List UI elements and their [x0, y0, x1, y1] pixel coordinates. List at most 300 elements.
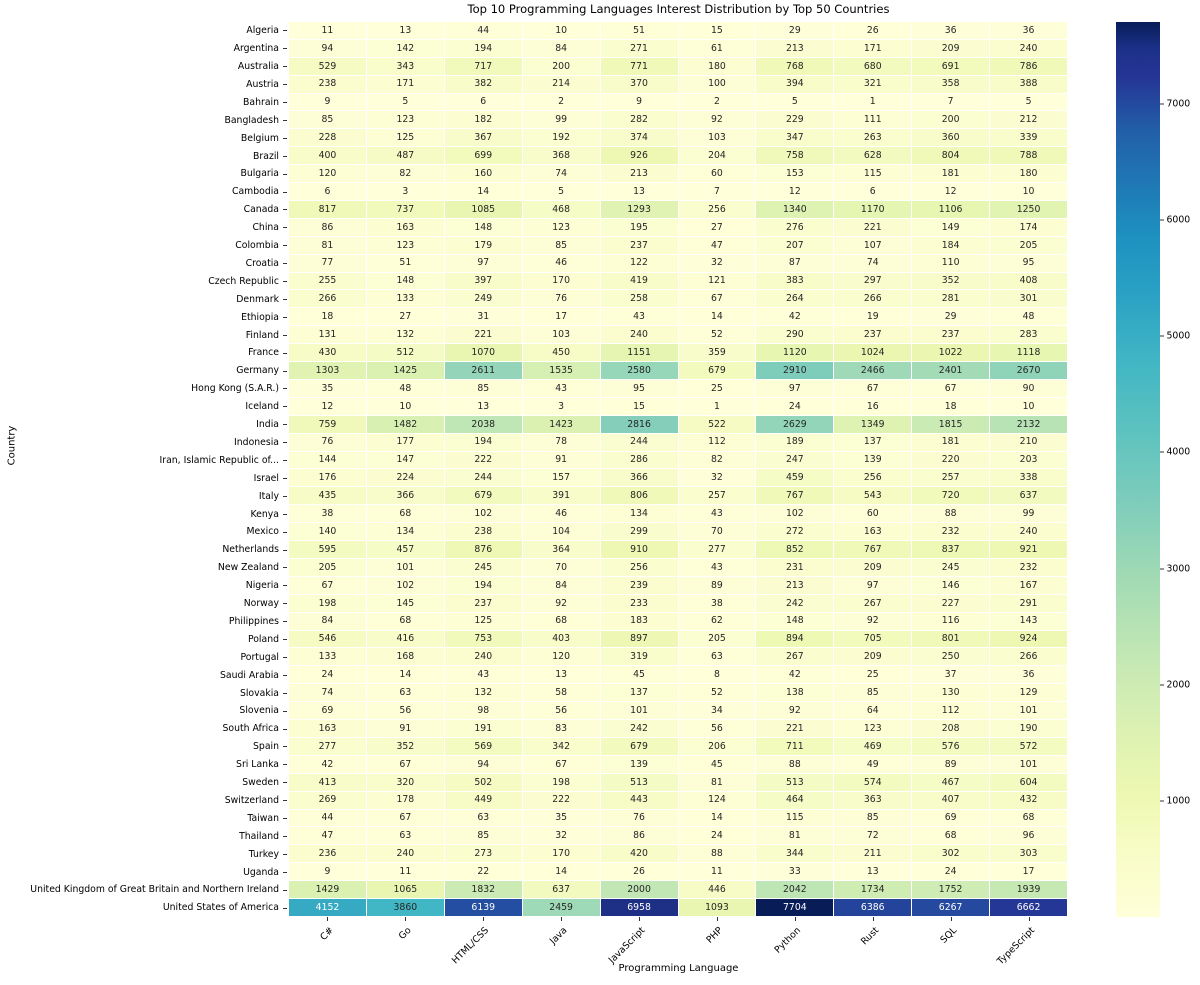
- heatmap-cell: 83: [523, 720, 601, 738]
- heatmap-cell: 184: [912, 237, 990, 255]
- heatmap-cell: 178: [367, 792, 445, 810]
- heatmap-cell: 115: [834, 165, 912, 183]
- heatmap-cell: 101: [990, 702, 1068, 720]
- heatmap-cell: 69: [912, 810, 990, 828]
- heatmap-cell: 180: [679, 58, 757, 76]
- y-tick-label: Algeria: [246, 25, 279, 37]
- heatmap-cell: 242: [756, 595, 834, 613]
- y-tick-mark: [283, 344, 287, 362]
- heatmap-cell: 92: [679, 111, 757, 129]
- heatmap-cell: 56: [367, 702, 445, 720]
- heatmap-cell: 12: [289, 398, 367, 416]
- heatmap-cell: 194: [445, 40, 523, 58]
- heatmap-cell: 430: [289, 344, 367, 362]
- y-tick-label: Poland: [247, 633, 279, 645]
- heatmap-cell: 120: [523, 648, 601, 666]
- y-tick-mark: [283, 720, 287, 738]
- heatmap-cell: 512: [367, 344, 445, 362]
- y-tick-mark: [283, 487, 287, 505]
- heatmap-cell: 132: [367, 326, 445, 344]
- heatmap-cell: 3: [523, 398, 601, 416]
- heatmap-cell: 2: [523, 94, 601, 112]
- heatmap-cell: 231: [756, 559, 834, 577]
- heatmap-cell: 12: [912, 183, 990, 201]
- heatmap-cell: 595: [289, 541, 367, 559]
- heatmap-cell: 705: [834, 631, 912, 649]
- heatmap-cell: 258: [601, 290, 679, 308]
- heatmap-cell: 84: [289, 613, 367, 631]
- heatmap-cell: 11: [289, 22, 367, 40]
- heatmap-cell: 221: [834, 219, 912, 237]
- heatmap-cell: 67: [834, 380, 912, 398]
- heatmap-cell: 717: [445, 58, 523, 76]
- heatmap-cell: 63: [367, 827, 445, 845]
- heatmap-cell: 574: [834, 774, 912, 792]
- heatmap-cell: 921: [990, 541, 1068, 559]
- heatmap-cell: 43: [601, 308, 679, 326]
- y-tick-label: Slovakia: [239, 687, 279, 699]
- heatmap-cell: 68: [367, 613, 445, 631]
- heatmap-cell: 85: [834, 684, 912, 702]
- colorbar-tick-label: 6000: [1160, 214, 1190, 225]
- heatmap-cell: 2816: [601, 416, 679, 434]
- heatmap-cell: 344: [756, 845, 834, 863]
- heatmap-cell: 134: [601, 505, 679, 523]
- heatmap-cell: 181: [912, 434, 990, 452]
- heatmap-cell: 221: [445, 326, 523, 344]
- heatmap-cell: 237: [834, 326, 912, 344]
- y-tick-label: South Africa: [222, 723, 279, 735]
- heatmap-cell: 366: [601, 469, 679, 487]
- heatmap-cell: 48: [990, 308, 1068, 326]
- heatmap-cell: 220: [912, 452, 990, 470]
- heatmap-cell: 74: [523, 165, 601, 183]
- heatmap-cell: 102: [445, 505, 523, 523]
- heatmap-cell: 338: [990, 469, 1068, 487]
- heatmap-cell: 224: [367, 469, 445, 487]
- heatmap-cell: 97: [445, 255, 523, 273]
- heatmap-cell: 36: [990, 22, 1068, 40]
- heatmap-cell: 208: [912, 720, 990, 738]
- heatmap-cell: 569: [445, 738, 523, 756]
- heatmap-cell: 413: [289, 774, 367, 792]
- heatmap-cell: 45: [679, 756, 757, 774]
- y-tick-label: Brazil: [253, 150, 279, 162]
- heatmap-cell: 203: [990, 452, 1068, 470]
- heatmap-cell: 46: [523, 505, 601, 523]
- heatmap-cell: 240: [990, 523, 1068, 541]
- x-tick-label: C#: [317, 925, 336, 943]
- heatmap-cell: 394: [756, 76, 834, 94]
- heatmap-cell: 13: [834, 863, 912, 881]
- heatmap-cell: 767: [834, 541, 912, 559]
- heatmap-cell: 320: [367, 774, 445, 792]
- y-tick-label: India: [256, 419, 279, 431]
- heatmap-cell: 17: [523, 308, 601, 326]
- heatmap-cell: 1151: [601, 344, 679, 362]
- heatmap-cell: 103: [523, 326, 601, 344]
- heatmap-cell: 5: [367, 94, 445, 112]
- heatmap-cell: 14: [679, 810, 757, 828]
- heatmap-cell: 1734: [834, 881, 912, 899]
- y-tick-label: Indonesia: [234, 436, 279, 448]
- heatmap-cell: 94: [445, 756, 523, 774]
- y-tick-mark: [283, 756, 287, 774]
- heatmap-cell: 192: [523, 129, 601, 147]
- heatmap-cell: 416: [367, 631, 445, 649]
- heatmap-cell: 370: [601, 76, 679, 94]
- heatmap-cell: 121: [679, 273, 757, 291]
- heatmap-cell: 89: [679, 577, 757, 595]
- heatmap-cell: 25: [679, 380, 757, 398]
- heatmap-cell: 419: [601, 273, 679, 291]
- heatmap-cell: 12: [756, 183, 834, 201]
- heatmap-cell: 2: [679, 94, 757, 112]
- heatmap-cell: 67: [912, 380, 990, 398]
- heatmap-cell: 82: [367, 165, 445, 183]
- heatmap-cell: 101: [367, 559, 445, 577]
- heatmap-cell: 1815: [912, 416, 990, 434]
- heatmap-cell: 227: [912, 595, 990, 613]
- heatmap-cell: 1024: [834, 344, 912, 362]
- heatmap-cell: 60: [679, 165, 757, 183]
- heatmap-cell: 9: [289, 94, 367, 112]
- heatmap-cell: 6: [289, 183, 367, 201]
- heatmap-cell: 228: [289, 129, 367, 147]
- heatmap-cell: 74: [834, 255, 912, 273]
- heatmap-cell: 1752: [912, 881, 990, 899]
- y-tick-label: Argentina: [233, 43, 279, 55]
- colorbar-gradient: [1116, 22, 1160, 917]
- heatmap-cell: 112: [679, 434, 757, 452]
- heatmap-cell: 112: [912, 702, 990, 720]
- heatmap-cell: 110: [912, 255, 990, 273]
- heatmap-cell: 1118: [990, 344, 1068, 362]
- heatmap-cell: 195: [601, 219, 679, 237]
- heatmap-cell: 852: [756, 541, 834, 559]
- heatmap-cell: 522: [679, 416, 757, 434]
- y-tick-label: Thailand: [239, 830, 279, 842]
- heatmap-cell: 2466: [834, 362, 912, 380]
- heatmap-cell: 817: [289, 201, 367, 219]
- heatmap-cell: 9: [601, 94, 679, 112]
- heatmap-cell: 14: [445, 183, 523, 201]
- heatmap-cell: 6267: [912, 899, 990, 917]
- heatmap-cell: 100: [679, 76, 757, 94]
- y-tick-label: Norway: [243, 598, 279, 610]
- heatmap-cell: 189: [756, 434, 834, 452]
- heatmap-cell: 24: [289, 666, 367, 684]
- heatmap-cell: 82: [679, 452, 757, 470]
- heatmap-cell: 170: [523, 845, 601, 863]
- heatmap-cell: 163: [367, 219, 445, 237]
- y-tick-label: Turkey: [248, 848, 279, 860]
- heatmap-cell: 366: [367, 487, 445, 505]
- y-tick-label: Portugal: [240, 651, 279, 663]
- heatmap-cell: 403: [523, 631, 601, 649]
- heatmap-cell: 2670: [990, 362, 1068, 380]
- y-tick-mark: [283, 183, 287, 201]
- heatmap-cell: 894: [756, 631, 834, 649]
- heatmap-cell: 408: [990, 273, 1068, 291]
- heatmap-cell: 2910: [756, 362, 834, 380]
- heatmap-plot-area: [289, 22, 1068, 917]
- x-tick-label: TypeScript: [994, 925, 1037, 967]
- y-tick-mark: [283, 290, 287, 308]
- heatmap-cell: 368: [523, 147, 601, 165]
- heatmap-cell: 513: [601, 774, 679, 792]
- colorbar-tick-label: 4000: [1160, 447, 1190, 458]
- heatmap-cell: 1120: [756, 344, 834, 362]
- heatmap-cell: 2042: [756, 881, 834, 899]
- heatmap-cell: 213: [601, 165, 679, 183]
- y-tick-mark: [283, 648, 287, 666]
- heatmap-cell: 435: [289, 487, 367, 505]
- heatmap-grid: [289, 22, 1068, 917]
- heatmap-cell: 759: [289, 416, 367, 434]
- heatmap-cell: 43: [523, 380, 601, 398]
- colorbar-tick-label: 3000: [1160, 563, 1190, 574]
- heatmap-cell: 347: [756, 129, 834, 147]
- heatmap-cell: 15: [601, 398, 679, 416]
- heatmap-cell: 56: [679, 720, 757, 738]
- heatmap-cell: 37: [912, 666, 990, 684]
- heatmap-cell: 303: [990, 845, 1068, 863]
- y-tick-mark: [283, 863, 287, 881]
- heatmap-cell: 148: [445, 219, 523, 237]
- heatmap-cell: 24: [756, 398, 834, 416]
- heatmap-cell: 806: [601, 487, 679, 505]
- heatmap-cell: 7704: [756, 899, 834, 917]
- colorbar-tick-label: 1000: [1160, 795, 1190, 806]
- heatmap-cell: 240: [601, 326, 679, 344]
- heatmap-cell: 76: [601, 810, 679, 828]
- heatmap-cell: 145: [367, 595, 445, 613]
- heatmap-cell: 10: [990, 398, 1068, 416]
- heatmap-cell: 267: [756, 648, 834, 666]
- heatmap-cell: 47: [289, 827, 367, 845]
- colorbar-tick-label: 5000: [1160, 331, 1190, 342]
- heatmap-cell: 910: [601, 541, 679, 559]
- y-tick-label: Czech Republic: [208, 275, 279, 287]
- heatmap-cell: 342: [523, 738, 601, 756]
- heatmap-cell: 45: [601, 666, 679, 684]
- heatmap-cell: 273: [445, 845, 523, 863]
- y-tick-mark: [283, 684, 287, 702]
- heatmap-cell: 13: [445, 398, 523, 416]
- heatmap-cell: 3: [367, 183, 445, 201]
- y-tick-label: Italy: [258, 490, 279, 502]
- y-tick-mark: [283, 255, 287, 273]
- y-tick-mark: [283, 881, 287, 899]
- heatmap-cell: 469: [834, 738, 912, 756]
- heatmap-cell: 88: [912, 505, 990, 523]
- heatmap-cell: 92: [756, 702, 834, 720]
- heatmap-cell: 177: [367, 434, 445, 452]
- heatmap-cell: 62: [679, 613, 757, 631]
- heatmap-cell: 283: [990, 326, 1068, 344]
- heatmap-cell: 1482: [367, 416, 445, 434]
- heatmap-cell: 87: [756, 255, 834, 273]
- y-tick-mark: [283, 469, 287, 487]
- heatmap-cell: 61: [679, 40, 757, 58]
- y-tick-label: Nigeria: [245, 580, 279, 592]
- heatmap-cell: 194: [445, 577, 523, 595]
- heatmap-cell: 11: [367, 863, 445, 881]
- heatmap-cell: 14: [523, 863, 601, 881]
- heatmap-cell: 153: [756, 165, 834, 183]
- heatmap-cell: 277: [679, 541, 757, 559]
- heatmap-cell: 281: [912, 290, 990, 308]
- y-tick-mark: [283, 58, 287, 76]
- y-tick-mark: [283, 827, 287, 845]
- heatmap-cell: 237: [912, 326, 990, 344]
- heatmap-cell: 198: [523, 774, 601, 792]
- heatmap-cell: 383: [756, 273, 834, 291]
- heatmap-cell: 149: [912, 219, 990, 237]
- heatmap-cell: 101: [990, 756, 1068, 774]
- y-tick-mark: [283, 273, 287, 291]
- heatmap-cell: 134: [367, 523, 445, 541]
- heatmap-cell: 92: [523, 595, 601, 613]
- heatmap-cell: 1293: [601, 201, 679, 219]
- heatmap-cell: 123: [523, 219, 601, 237]
- heatmap-cell: 209: [912, 40, 990, 58]
- y-tick-label: United Kingdom of Great Britain and Northern Ireland: [30, 884, 279, 896]
- heatmap-cell: 1022: [912, 344, 990, 362]
- heatmap-cell: 286: [601, 452, 679, 470]
- heatmap-cell: 767: [756, 487, 834, 505]
- heatmap-cell: 572: [990, 738, 1068, 756]
- heatmap-cell: 1093: [679, 899, 757, 917]
- y-tick-label: Colombia: [235, 240, 279, 252]
- y-tick-label: Cambodia: [231, 186, 279, 198]
- heatmap-cell: 212: [990, 111, 1068, 129]
- y-tick-mark: [283, 237, 287, 255]
- y-tick-label: Sri Lanka: [236, 759, 279, 771]
- y-tick-mark: [283, 219, 287, 237]
- y-tick-label: Hong Kong (S.A.R.): [191, 383, 279, 395]
- heatmap-cell: 267: [834, 595, 912, 613]
- heatmap-cell: 449: [445, 792, 523, 810]
- y-tick-label: Iran, Islamic Republic of...: [159, 454, 279, 466]
- heatmap-cell: 238: [445, 523, 523, 541]
- y-tick-label: Belgium: [240, 132, 279, 144]
- heatmap-cell: 17: [990, 863, 1068, 881]
- heatmap-cell: 207: [756, 237, 834, 255]
- heatmap-cell: 5: [756, 94, 834, 112]
- heatmap-cell: 679: [679, 362, 757, 380]
- heatmap-cell: 42: [756, 666, 834, 684]
- heatmap-cell: 64: [834, 702, 912, 720]
- heatmap-cell: 266: [834, 290, 912, 308]
- heatmap-cell: 96: [990, 827, 1068, 845]
- heatmap-cell: 487: [367, 147, 445, 165]
- heatmap-cell: 140: [289, 523, 367, 541]
- heatmap-cell: 92: [834, 613, 912, 631]
- heatmap-cell: 107: [834, 237, 912, 255]
- heatmap-cell: 88: [679, 845, 757, 863]
- heatmap-cell: 115: [756, 810, 834, 828]
- heatmap-cell: 2132: [990, 416, 1068, 434]
- y-tick-label: Saudi Arabia: [220, 669, 279, 681]
- heatmap-cell: 256: [679, 201, 757, 219]
- heatmap-cell: 301: [990, 290, 1068, 308]
- heatmap-cell: 282: [601, 111, 679, 129]
- y-tick-label: Mexico: [246, 526, 279, 538]
- heatmap-cell: 464: [756, 792, 834, 810]
- heatmap-cell: 194: [445, 434, 523, 452]
- heatmap-cell: 1832: [445, 881, 523, 899]
- heatmap-cell: 46: [523, 255, 601, 273]
- y-tick-mark: [283, 523, 287, 541]
- heatmap-cell: 67: [367, 810, 445, 828]
- heatmap-cell: 48: [367, 380, 445, 398]
- y-tick-mark: [283, 362, 287, 380]
- heatmap-cell: 450: [523, 344, 601, 362]
- heatmap-cell: 457: [367, 541, 445, 559]
- y-tick-label: Netherlands: [222, 544, 279, 556]
- heatmap-cell: 24: [679, 827, 757, 845]
- heatmap-cell: 205: [990, 237, 1068, 255]
- heatmap-cell: 124: [679, 792, 757, 810]
- heatmap-cell: 221: [756, 720, 834, 738]
- heatmap-cell: 245: [912, 559, 990, 577]
- heatmap-cell: 76: [523, 290, 601, 308]
- heatmap-cell: 263: [834, 129, 912, 147]
- heatmap-cell: 32: [679, 469, 757, 487]
- heatmap-cell: 2038: [445, 416, 523, 434]
- heatmap-cell: 1303: [289, 362, 367, 380]
- heatmap-cell: 359: [679, 344, 757, 362]
- heatmap-cell: 321: [834, 76, 912, 94]
- heatmap-cell: 77: [289, 255, 367, 273]
- heatmap-cell: 183: [601, 613, 679, 631]
- heatmap-cell: 1070: [445, 344, 523, 362]
- heatmap-cell: 10: [990, 183, 1068, 201]
- heatmap-cell: 99: [990, 505, 1068, 523]
- heatmap-cell: 163: [834, 523, 912, 541]
- heatmap-cell: 271: [601, 40, 679, 58]
- y-tick-mark: [283, 541, 287, 559]
- heatmap-cell: 94: [289, 40, 367, 58]
- heatmap-cell: 209: [834, 648, 912, 666]
- y-tick-mark: [283, 452, 287, 470]
- page-title: Top 10 Programming Languages Interest Distribution by Top 50 Countries: [467, 2, 890, 16]
- heatmap-cell: 529: [289, 58, 367, 76]
- heatmap-cell: 244: [445, 469, 523, 487]
- heatmap-cell: 99: [523, 111, 601, 129]
- y-tick-mark: [283, 559, 287, 577]
- heatmap-cell: 256: [834, 469, 912, 487]
- y-tick-mark: [283, 613, 287, 631]
- heatmap-cell: 290: [756, 326, 834, 344]
- heatmap-cell: 36: [990, 666, 1068, 684]
- heatmap-cell: 191: [445, 720, 523, 738]
- heatmap-cell: 339: [990, 129, 1068, 147]
- heatmap-cell: 81: [679, 774, 757, 792]
- heatmap-cell: 2459: [523, 899, 601, 917]
- y-tick-label: United States of America: [162, 902, 279, 914]
- y-tick-label: China: [252, 222, 279, 234]
- heatmap-cell: 233: [601, 595, 679, 613]
- y-tick-mark: [283, 326, 287, 344]
- y-axis-tick-labels: [0, 22, 281, 917]
- heatmap-cell: 205: [289, 559, 367, 577]
- heatmap-cell: 236: [289, 845, 367, 863]
- x-tick-label: PHP: [704, 925, 726, 946]
- y-tick-mark: [283, 129, 287, 147]
